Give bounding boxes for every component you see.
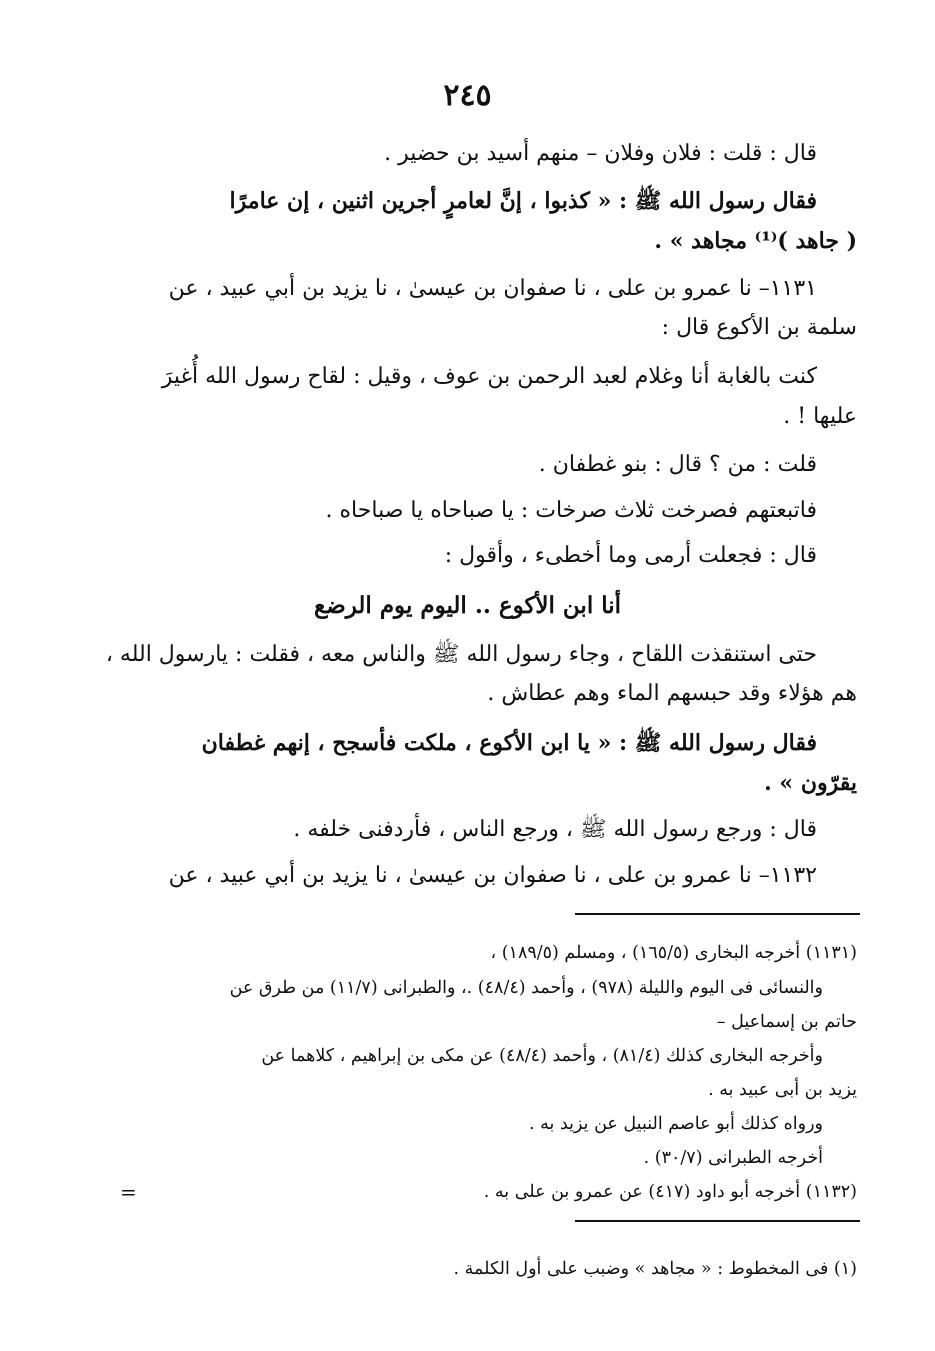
footnote-line-5: يزيد بن أبى عبيد به . [708,1080,857,1100]
page-number: ٢٤٥ [443,78,492,113]
body-line-5: سلمة بن الأكوع قال : [661,315,857,340]
footnote-line-1: (١١٣١) أخرجه البخارى (١٦٥/٥) ، ومسلم (١٨٩/٥) ، [490,943,857,963]
body-line-2: فقال رسول الله ﷺ : « كذبوا ، إنَّ لعامرٍ أجرين اثنين ، إن عامرًا [229,188,817,214]
manuscript-note: (١) فى المخطوط : « مجاهد » وضبب على أول الكلمة . [453,1259,857,1279]
body-line-4: ١١٣١– نا عمرو بن على ، نا صفوان بن عيسىٰ ، نا يزيد بن أبي عبيد ، عن [168,276,817,301]
body-line-8: قلت : من ؟ قال : بنو غطفان . [538,452,817,477]
body-line-17: ١١٣٢– نا عمرو بن على ، نا صفوان بن عيسىٰ ، نا يزيد بن أبي عبيد ، عن [168,863,817,888]
footnote-line-6: ورواه كذلك أبو عاصم النبيل عن يزيد به . [529,1114,823,1134]
body-line-14: فقال رسول الله ﷺ : « يا ابن الأكوع ، ملكت فأسجح ، إنهم غطفان [201,730,817,756]
body-line-6: كنت بالغابة أنا وغلام لعبد الرحمن بن عوف ، وقيل : لقاح رسول الله أُغيرَ [161,364,817,389]
footnote-line-7: أخرجه الطبرانى (٣٠/٧) . [643,1148,823,1168]
body-line-9: فاتبعتهم فصرخت ثلاث صرخات : يا صباحاه يا صباحاه . [325,498,817,523]
body-line-15: يقرّون » . [764,770,857,796]
body-line-13: هم هؤلاء وقد حبسهم الماء وهم عطاش . [487,681,857,706]
footnote-line-4: وأخرجه البخارى كذلك (٨١/٤) ، وأحمد (٤٨/٤) عن مكى بن إبراهيم ، كلاهما عن [261,1046,823,1066]
body-line-12: حتى استنقذت اللقاح ، وجاء رسول الله ﷺ والناس معه ، فقلت : يارسول الله ، [105,642,817,667]
footnote-line-2: والنسائى فى اليوم والليلة (٩٧٨) ، وأحمد (٤٨/٤) .، والطبرانى (١١/٧) من طرق عن [229,978,823,998]
body-line-10: قال : فجعلت أرمى وما أخطىء ، وأقول : [444,543,817,568]
body-line-7: عليها ! . [783,404,857,429]
verse-line: أنا ابن الأكوع .. اليوم يوم الرضع [313,592,622,619]
body-line-16: قال : ورجع رسول الله ﷺ ، ورجع الناس ، فأردفنى خلفه . [293,817,817,842]
note-divider [575,1220,860,1222]
continuation-marker: = [120,1180,137,1204]
footnote-line-3: حاتم بن إسماعيل – [716,1012,857,1032]
footnote-line-8: (١١٣٢) أخرجه أبو داود (٤١٧) عن عمرو بن على به . [483,1182,857,1202]
body-line-1: قال : قلت : فلان وفلان – منهم أسيد بن حضير . [384,141,817,166]
footnote-divider [575,913,860,915]
body-line-3: ( جاهد )⁽¹⁾ مجاهد » . [654,228,857,254]
